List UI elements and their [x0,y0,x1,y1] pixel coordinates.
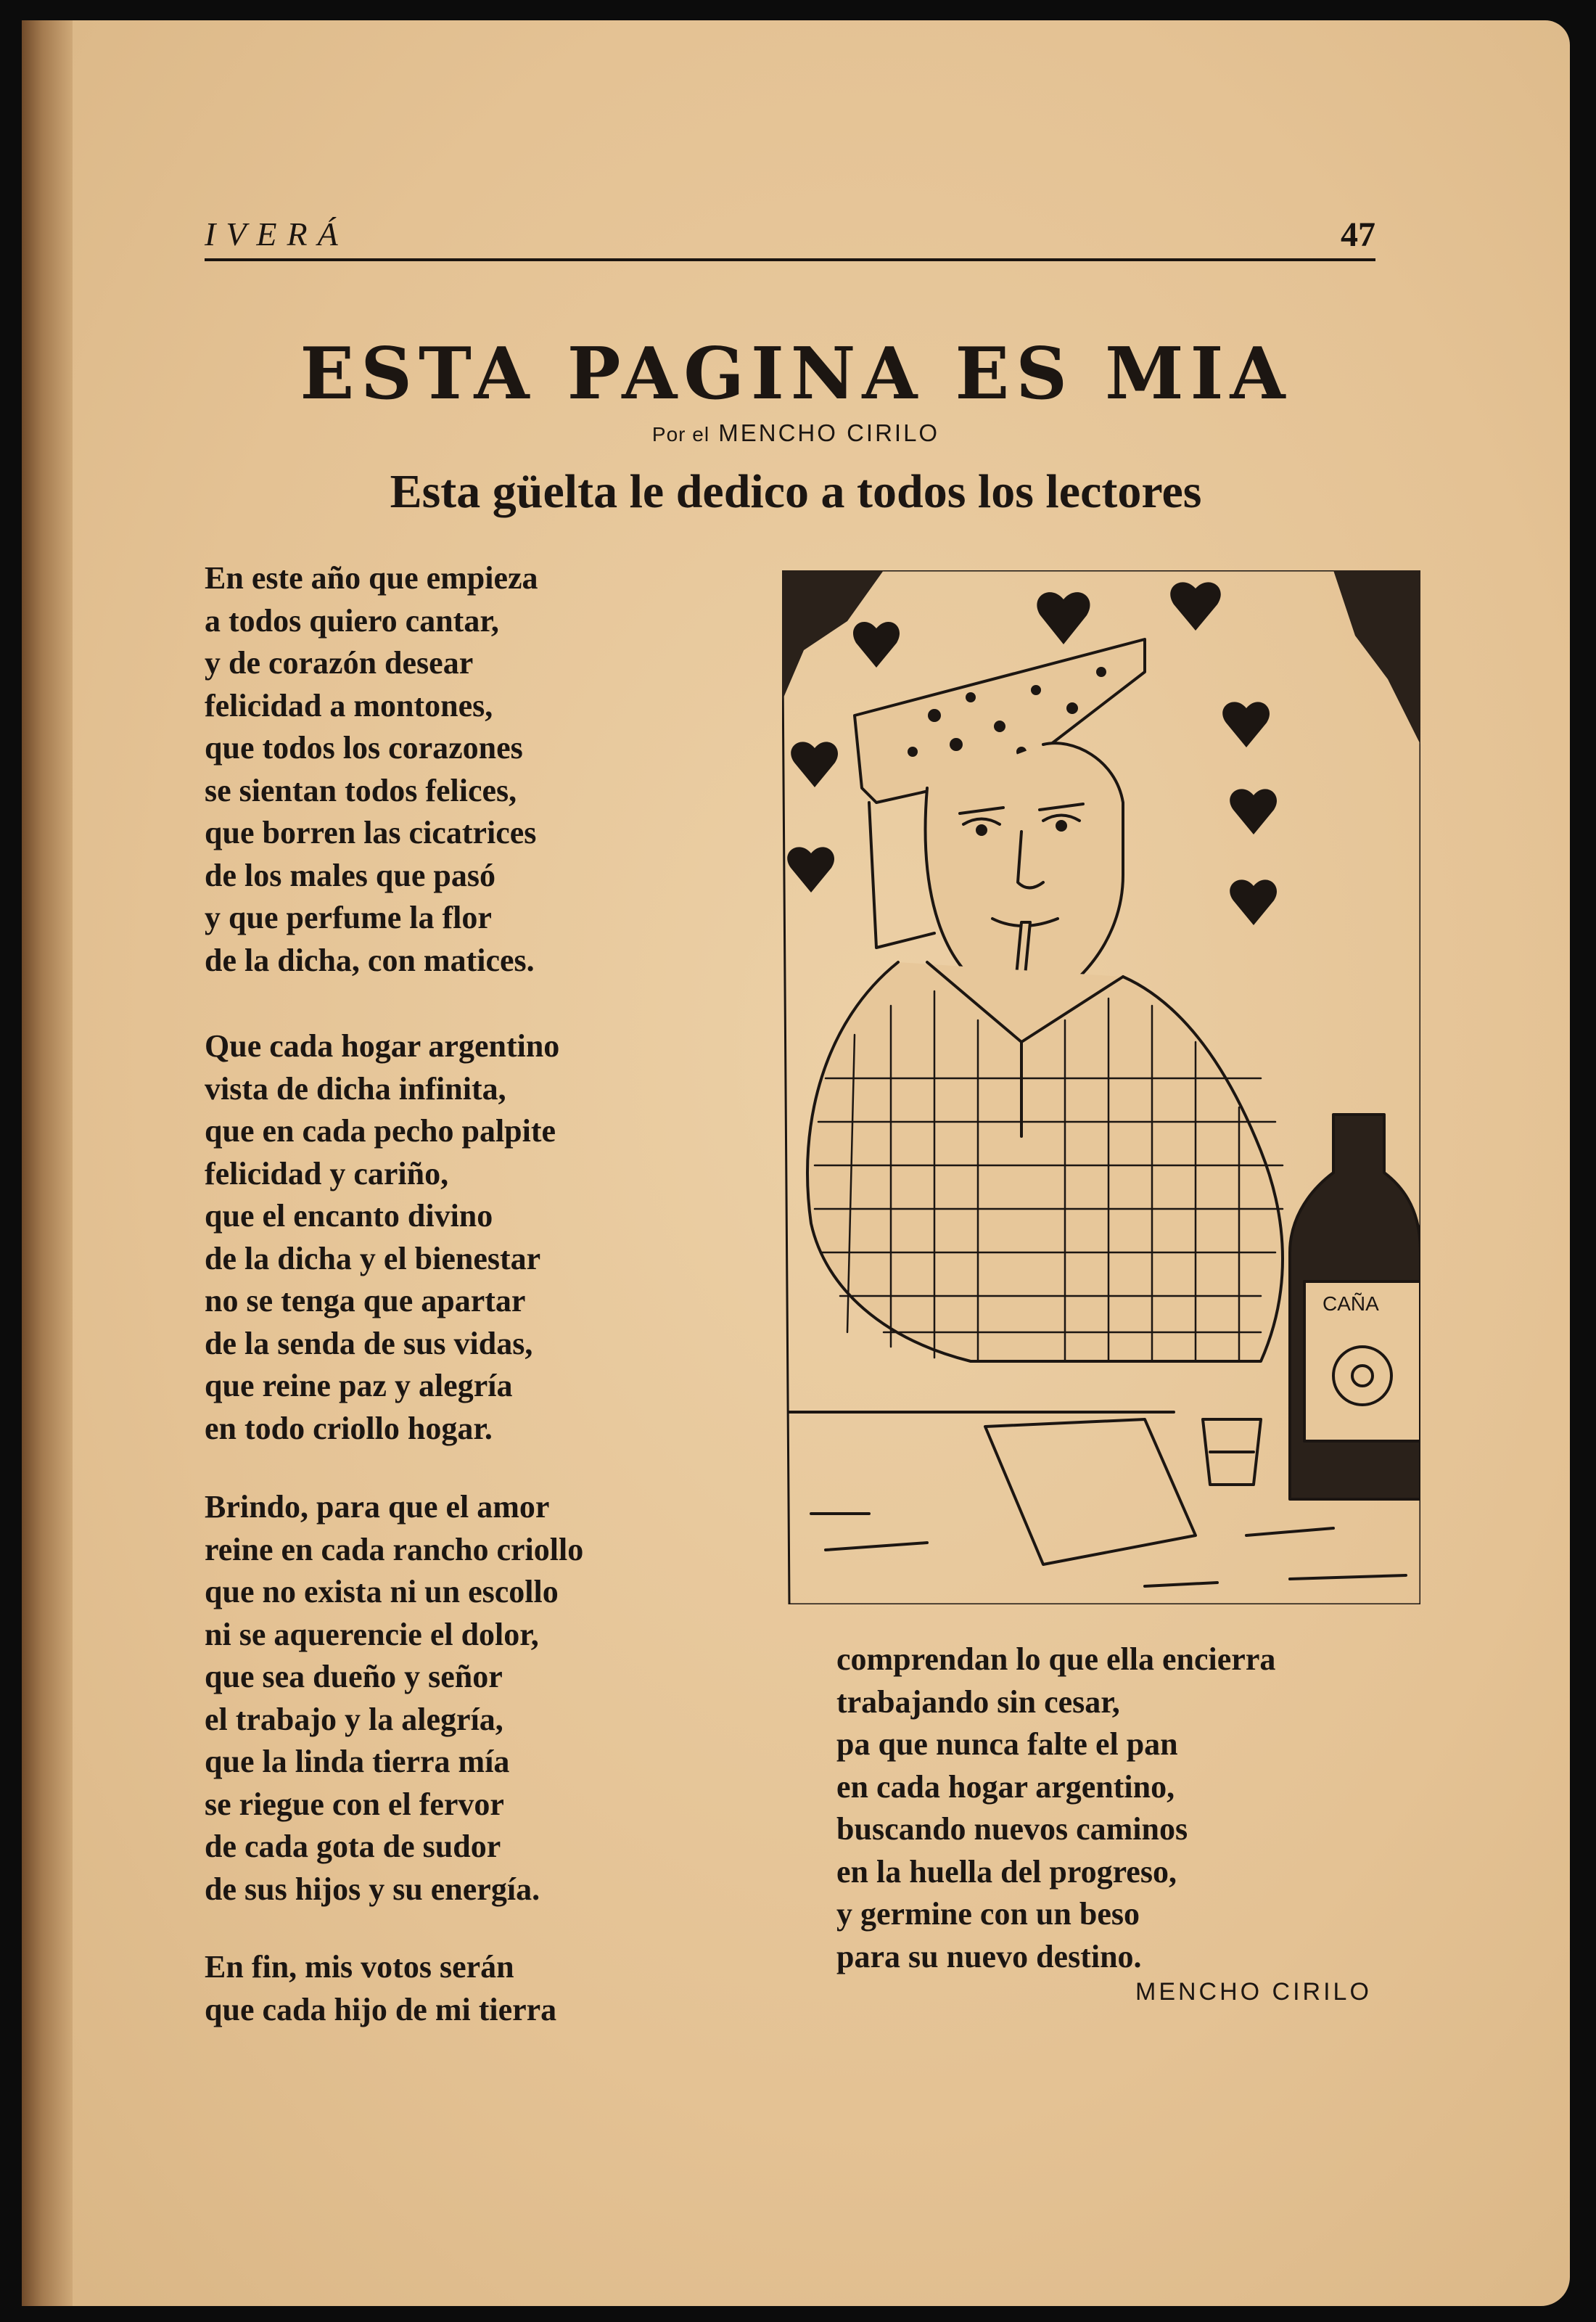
poem-line: el trabajo y la alegría, [205,1701,503,1737]
poem-line: para su nuevo destino. [836,1938,1142,1974]
poem-stanza-1 [205,557,770,982]
poem-line: En fin, mis votos serán [205,1949,514,1985]
magazine-title: IVERÁ [205,216,348,253]
poem-line: que en cada pecho palpite [205,1113,556,1149]
poem-line: Brindo, para que el amor [205,1489,550,1525]
poem-line: que no exista ni un escollo [205,1574,559,1609]
poem-line: que sea dueño y señor [205,1659,503,1694]
poem-line: en todo criollo hogar. [205,1410,493,1446]
poem-line: Que cada hogar argentino [205,1028,560,1064]
poem-line: comprendan lo que ella encierra [836,1641,1276,1677]
poem-stanza-2 [205,1025,770,1450]
poem-line: reine en cada rancho criollo [205,1531,584,1567]
running-head [205,215,1375,261]
poem-line: trabajando sin cesar, [836,1683,1120,1720]
poem-line: en cada hogar argentino, [836,1768,1175,1805]
poem-line: y que perfume la flor [205,900,492,935]
bottle-label: CAÑA [1323,1292,1379,1315]
poem-line: se sientan todos felices, [205,772,517,808]
poem-line: de la dicha y el bienestar [205,1240,541,1276]
poem-line: ni se aquerencie el dolor, [205,1616,539,1652]
poem-line: pa que nunca falte el pan [836,1726,1178,1762]
poem-stanza-3 [205,1486,770,1911]
magazine-page [22,20,1570,2306]
byline-author: MENCHO CIRILO [718,419,940,446]
poem-line: de la dicha, con matices. [205,942,535,978]
poem-line: que borren las cicatrices [205,815,537,850]
poem-line: de la senda de sus vidas, [205,1325,533,1361]
dedication-subtitle: Esta güelta le dedico a todos los lectores [390,465,1202,518]
article-title: ESTA PAGINA ES MIA [300,332,1292,416]
poem-line: felicidad y cariño, [205,1155,449,1191]
poem-line: y de corazón desear [205,645,474,681]
poem-line: y germine con un beso [836,1896,1140,1932]
gaucho-illustration [782,570,1420,1604]
poem-line: vista de dicha infinita, [205,1070,506,1107]
poem-line: de los males que pasó [205,857,495,893]
poem-line: que la linda tierra mía [205,1744,510,1779]
poem-line: que el encanto divino [205,1198,493,1234]
poem-line: En este año que empieza [205,560,538,596]
author-signature: MENCHO CIRILO [1135,1978,1372,2006]
poem-line: que cada hijo de mi tierra [205,1991,557,2027]
byline-prefix: Por el [651,423,710,446]
poem-line: a todos quiero cantar, [205,602,499,639]
poem-line: felicidad a montones, [205,687,493,723]
poem-line: se riegue con el fervor [205,1786,504,1822]
poem-line: que todos los corazones [205,730,523,766]
poem-stanza-4 [205,1946,770,2031]
poem-line: de sus hijos y su energía. [205,1871,540,1907]
page-number: 47 [1341,216,1375,254]
poem-line: de cada gota de sudor [205,1829,501,1864]
byline [22,419,1570,447]
poem-line: que reine paz y alegría [205,1368,513,1403]
poem-line: en la huella del progreso, [836,1853,1177,1890]
poem-stanza-4-continued [836,1638,1417,1978]
poem-line: buscando nuevos caminos [836,1811,1188,1847]
poem-line: no se tenga que apartar [205,1283,526,1318]
